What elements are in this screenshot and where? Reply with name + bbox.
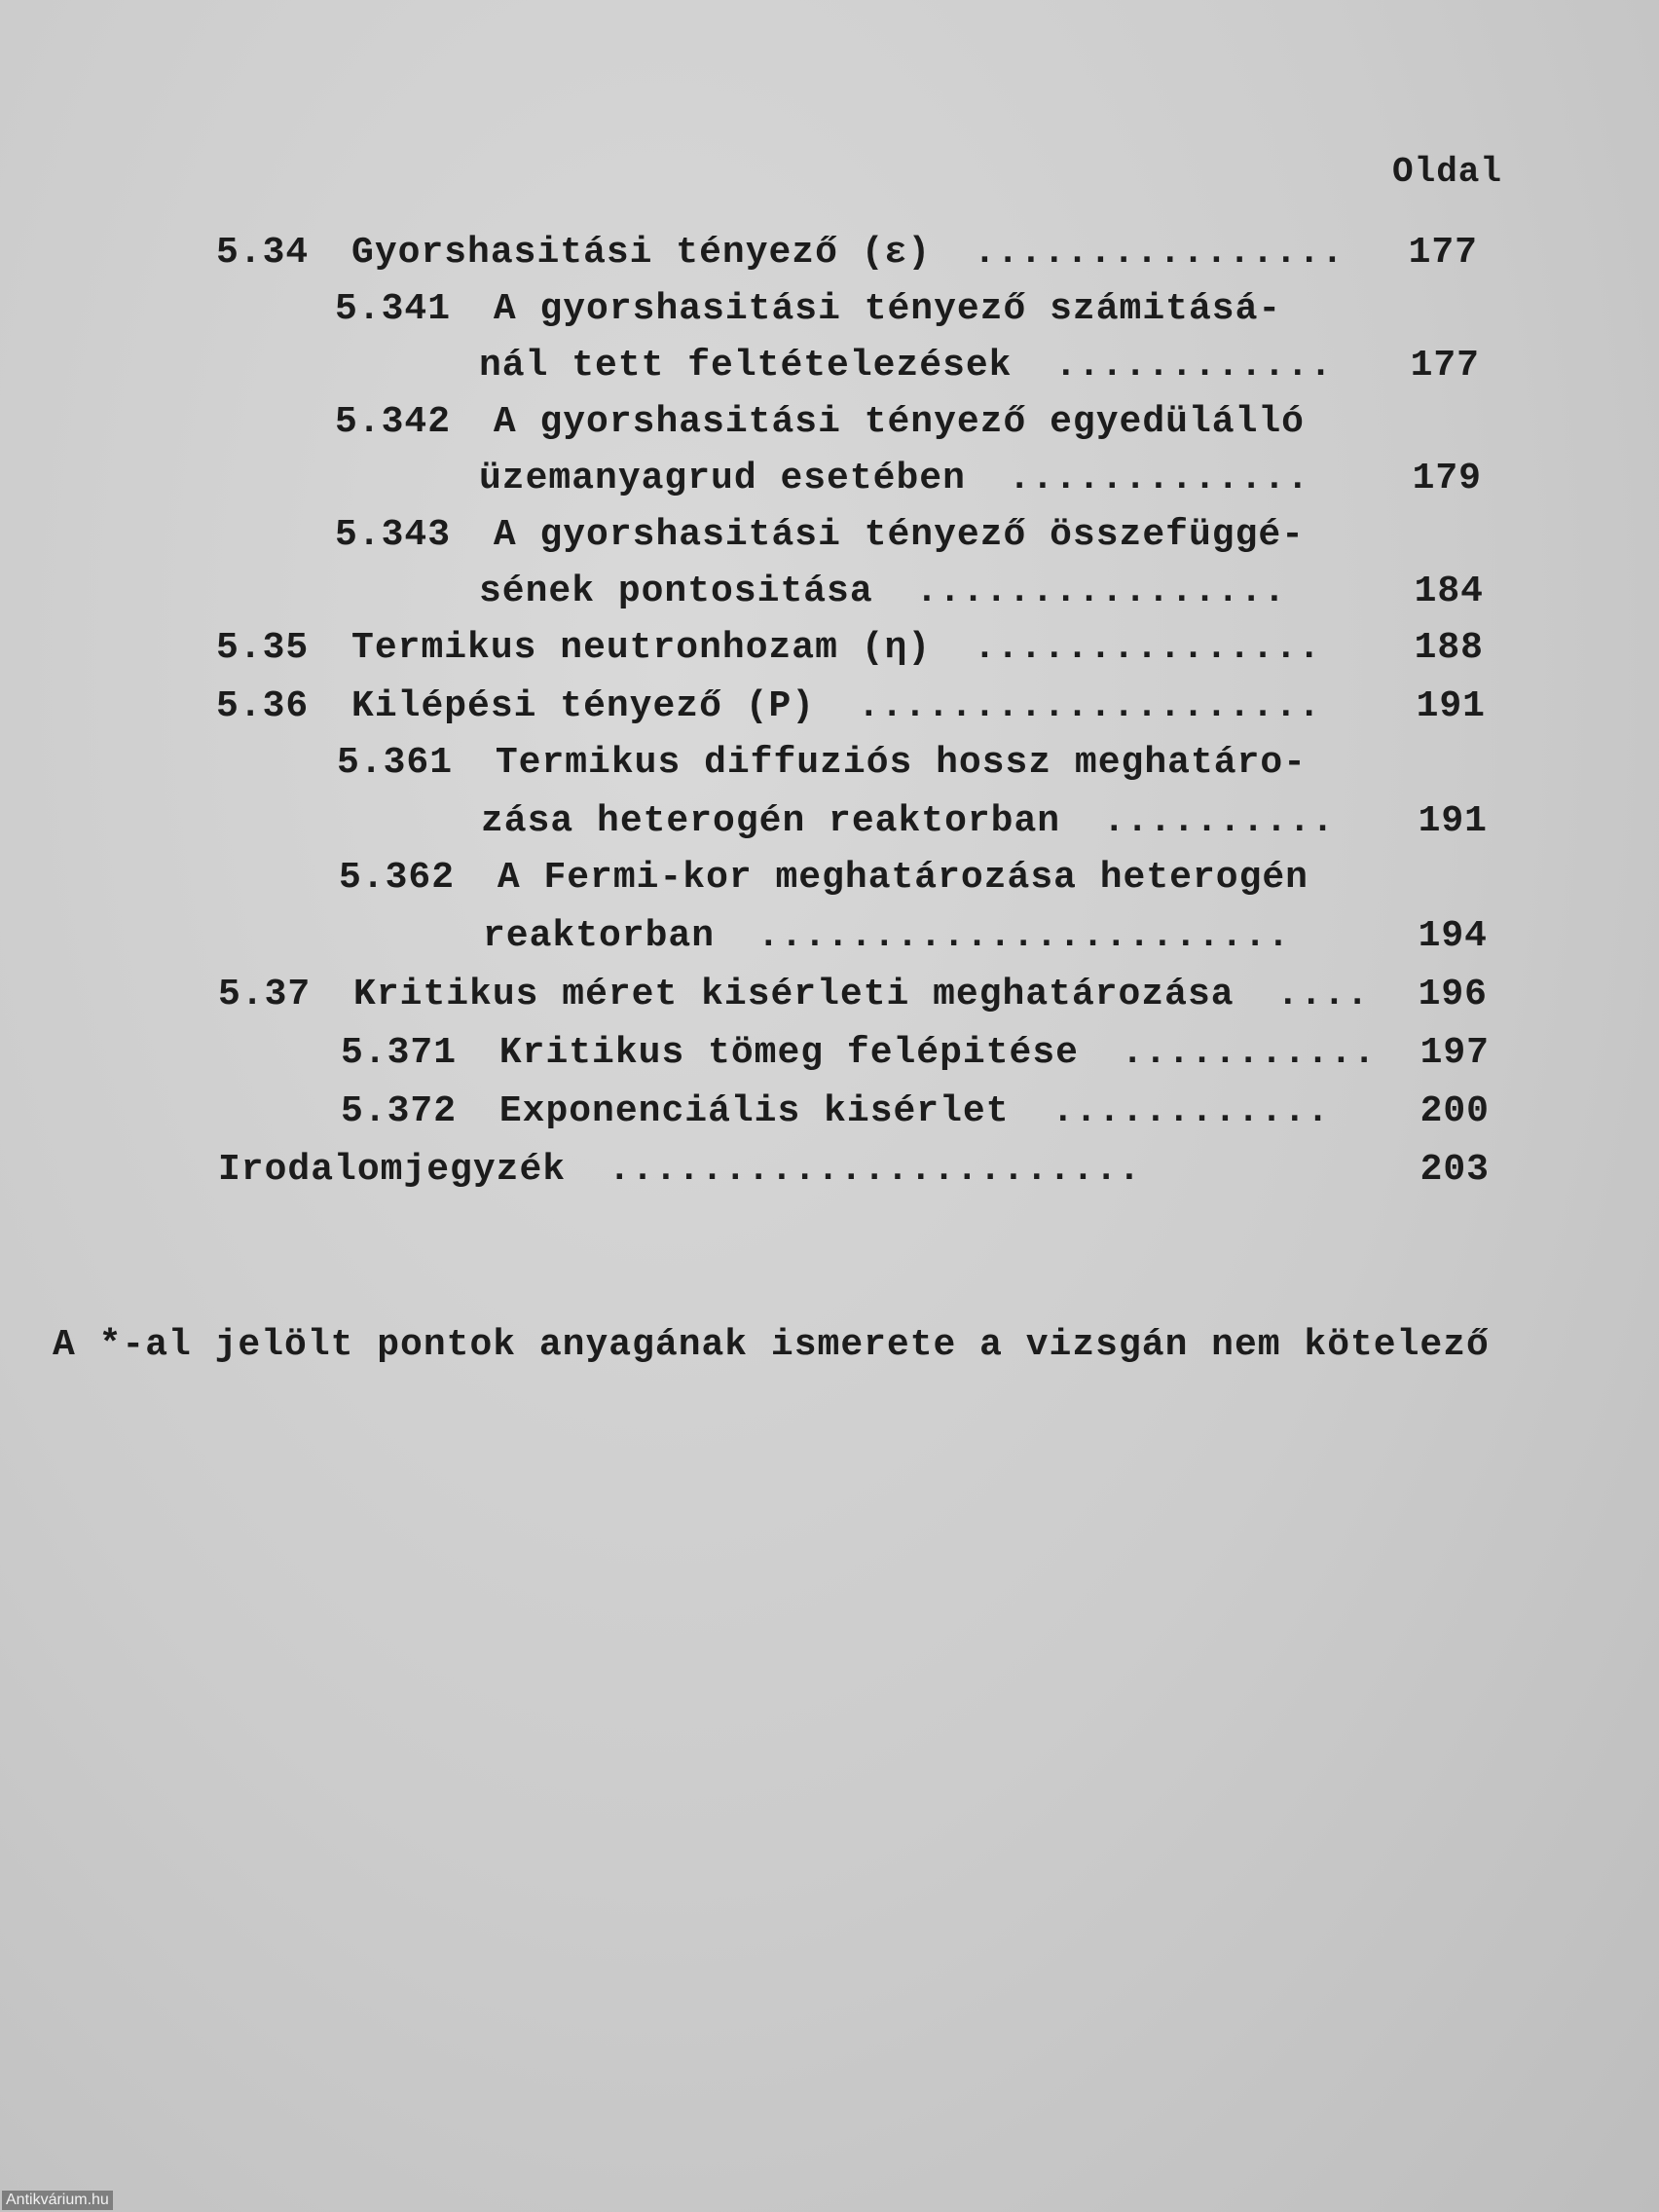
toc-entry-title: sének pontositása — [479, 571, 873, 612]
toc-entry-page: 197 — [1419, 1032, 1490, 1074]
toc-leader-dots: .......... — [1102, 800, 1335, 842]
toc-entry-number: 5.341 — [335, 288, 452, 330]
toc-entry — [341, 1085, 1330, 1139]
watermark: Antikvárium.hu — [2, 2191, 113, 2210]
toc-entry-title: Termikus neutronhozam (η) — [351, 627, 932, 669]
toc-entry-continuation — [483, 909, 1290, 964]
toc-entry — [341, 1026, 1377, 1081]
toc-leader-dots: ................ — [915, 571, 1287, 612]
toc-leader-dots: ....................... — [756, 915, 1291, 957]
toc-entry — [216, 226, 1345, 280]
toc-entry-page: 196 — [1418, 974, 1488, 1015]
toc-leader-dots: ............ — [1054, 345, 1333, 387]
toc-entry-page: 200 — [1419, 1090, 1490, 1132]
toc-entry — [335, 395, 1305, 450]
toc-entry-title: nál tett feltételezések — [479, 345, 1013, 387]
toc-entry — [216, 680, 1321, 734]
toc-entry-title: A gyorshasitási tényező egyedülálló — [493, 401, 1305, 443]
toc-entry-number: 5.342 — [335, 401, 452, 443]
toc-entry-number: 5.371 — [341, 1032, 458, 1074]
toc-entry-page: 203 — [1419, 1149, 1490, 1191]
toc-entry-page: 179 — [1412, 458, 1482, 499]
toc-leader-dots: .................... — [857, 685, 1321, 727]
toc-entry-title: Termikus diffuziós hossz meghatáro- — [495, 742, 1307, 784]
toc-entry-continuation — [479, 339, 1333, 393]
toc-entry-continuation — [479, 565, 1286, 619]
toc-entry-page: 184 — [1414, 571, 1484, 612]
toc-entry-number: 5.36 — [216, 685, 310, 727]
toc-entry-title: A Fermi-kor meghatározása heterogén — [497, 857, 1309, 899]
toc-leader-dots: .... — [1276, 974, 1370, 1015]
toc-entry-page: 177 — [1408, 232, 1478, 274]
toc-entry-title: Irodalomjegyzék — [218, 1149, 567, 1191]
toc-entry — [337, 736, 1307, 791]
toc-entry-continuation — [481, 794, 1335, 849]
toc-leader-dots: ............. — [1008, 458, 1310, 499]
toc-leader-dots: ............... — [973, 627, 1321, 669]
toc-entry-title: Kritikus tömeg felépitése — [498, 1032, 1079, 1074]
toc-entry-title: A gyorshasitási tényező összefüggé- — [493, 514, 1305, 556]
toc-leader-dots: ............ — [1051, 1090, 1330, 1132]
toc-leader-dots: ....................... — [608, 1149, 1142, 1191]
toc-entry-page: 188 — [1414, 627, 1484, 669]
toc-entry-number: 5.372 — [341, 1090, 458, 1132]
toc-entry — [216, 621, 1321, 676]
toc-leader-dots: ................ — [973, 232, 1345, 274]
toc-entry-title: reaktorban — [483, 915, 716, 957]
toc-entry-page: 177 — [1410, 345, 1480, 387]
toc-entry-number: 5.35 — [216, 627, 310, 669]
toc-entry-title: A gyorshasitási tényező számitásá- — [493, 288, 1282, 330]
toc-entry-number: 5.37 — [218, 974, 312, 1015]
toc-entry — [339, 851, 1309, 905]
toc-entry — [218, 1143, 1141, 1198]
toc-entry — [335, 282, 1281, 337]
toc-leader-dots: ........... — [1121, 1032, 1377, 1074]
page-column-header: Oldal — [1392, 152, 1503, 192]
toc-entry-title: Kilépési tényező (P) — [351, 685, 816, 727]
toc-entry-number: 5.362 — [339, 857, 456, 899]
toc-entry-page: 191 — [1418, 800, 1488, 842]
toc-entry-number: 5.361 — [337, 742, 454, 784]
toc-entry-page: 191 — [1416, 685, 1486, 727]
toc-entry — [335, 508, 1305, 563]
toc-entry-page: 194 — [1418, 915, 1488, 957]
toc-entry — [218, 968, 1370, 1022]
footnote: A *-al jelölt pontok anyagának ismerete a vizsgán nem kötelező — [53, 1324, 1490, 1366]
toc-entry-title: Kritikus méret kisérleti meghatározása — [353, 974, 1235, 1015]
toc-entry-number: 5.343 — [335, 514, 452, 556]
toc-entry-title: üzemanyagrud esetében — [479, 458, 966, 499]
toc-entry-number: 5.34 — [216, 232, 310, 274]
toc-entry-title: zása heterogén reaktorban — [481, 800, 1061, 842]
toc-entry-title: Gyorshasitási tényező (ɛ) — [351, 232, 932, 274]
toc-entry-continuation — [479, 452, 1309, 506]
toc-entry-title: Exponenciális kisérlet — [498, 1090, 1010, 1132]
